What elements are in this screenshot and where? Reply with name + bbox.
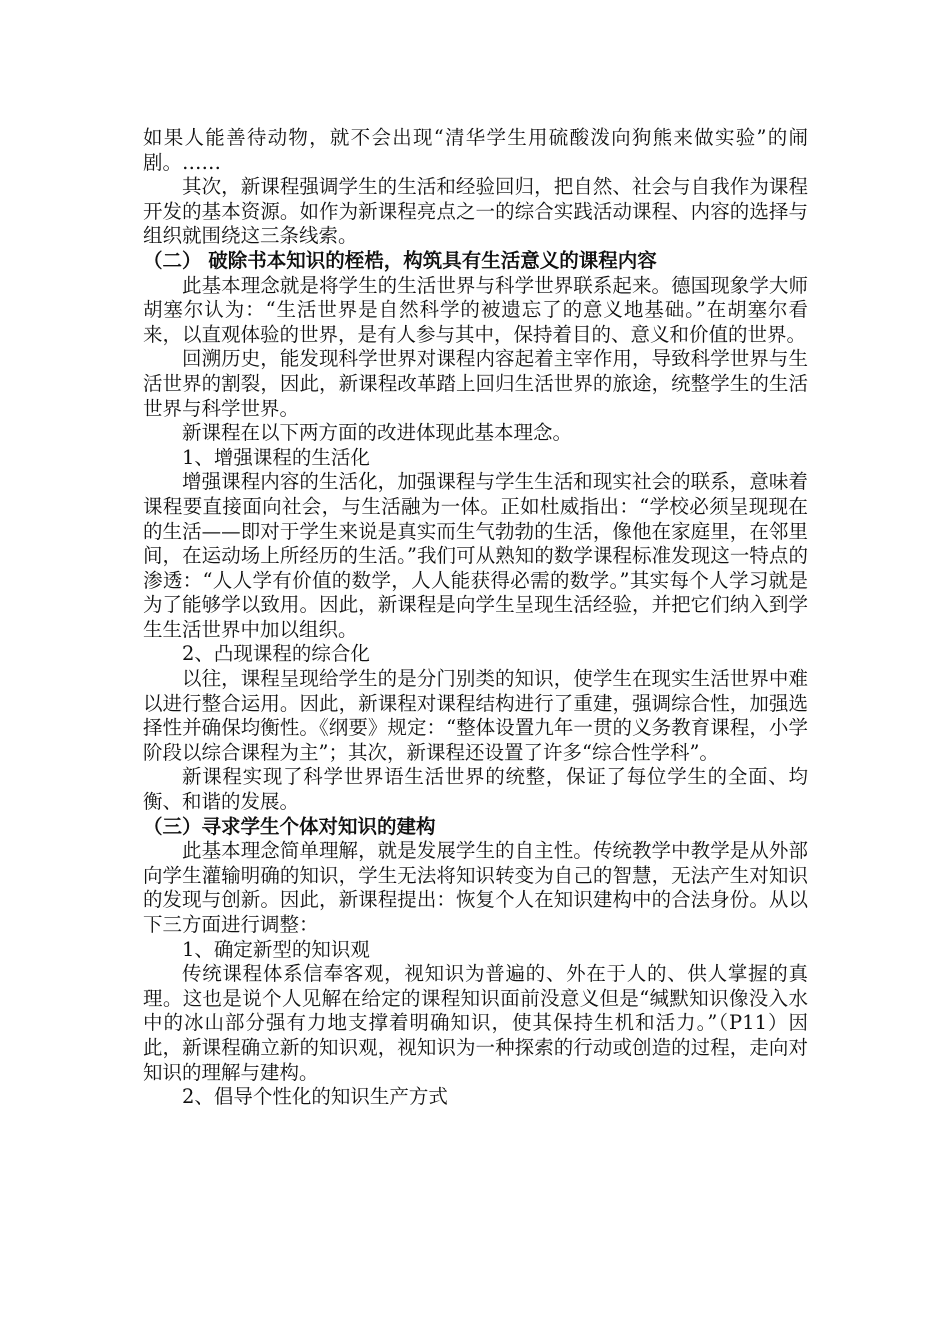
- paragraph-curriculum-structure: 以往，课程呈现给学生的是分门别类的知识，使学生在现实生活世界中难以进行整合运用。因此，新课程对课程结构进行了重建，强调综合性，加强选择性并确保均衡性。《纲要》规定：“整体设置九年一贯的义务教育课程，小学阶段以综合课程为主”；其次，新课程还设置了许多“综合性学科”。: [143, 667, 808, 764]
- paragraph-two-aspects: 新课程在以下两方面的改进体现此基本理念。: [182, 421, 573, 445]
- paragraph-balanced-development: 新课程实现了科学世界语生活世界的统整，保证了每位学生的全面、均衡、和谐的发展。: [143, 765, 808, 814]
- subheading-personalized-production: 2、倡导个性化的知识生产方式: [182, 1085, 448, 1109]
- section-heading-2: （二） 破除书本知识的桎梏，构筑具有生活意义的课程内容: [143, 248, 657, 272]
- paragraph-history: 回溯历史，能发现科学世界对课程内容起着主宰作用，导致科学世界与生活世界的割裂，因此，新课程改革踏上回归生活世界的旅途，统整学生的生活世界与科学世界。: [143, 347, 808, 420]
- paragraph-husserl: 此基本理念就是将学生的生活世界与科学世界联系起来。德国现象学大师胡塞尔认为：“生活世界是自然科学的被遗忘了的意义地基础。”在胡塞尔看来，以直观体验的世界，是有人参与其中，保持着目的、意义和价值的世界。: [143, 273, 808, 346]
- subheading-knowledge-view: 1、确定新型的知识观: [182, 937, 370, 961]
- paragraph-autonomy: 此基本理念简单理解，就是发展学生的自主性。传统教学中教学是从外部向学生灌输明确的知识，学生无法将知识转变为自己的智慧，无法产生对知识的发现与创新。因此，新课程提出：恢复个人在知识建构中的合法身份。从以下三方面进行调整：: [143, 839, 808, 936]
- document-page: [143, 126, 808, 1110]
- subheading-integration: 2、凸现课程的综合化: [182, 642, 370, 666]
- paragraph-tacit-knowledge: 传统课程体系信奉客观，视知识为普遍的、外在于人的、供人掌握的真理。这也是说个人见解在给定的课程知识面前没意义但是“缄默知识像没入水中的冰山部分强有力地支撑着明确知识，使其保持生机和活力。”（P11）因此，新课程确立新的知识观，视知识为一种探索的行动或创造的过程，走向对知识的理解与建构。: [143, 962, 808, 1084]
- paragraph-life-experience: 其次，新课程强调学生的生活和经验回归，把自然、社会与自我作为课程开发的基本资源。如作为新课程亮点之一的综合实践活动课程、内容的选择与组织就围绕这三条线索。: [143, 175, 808, 248]
- paragraph-dewey: 增强课程内容的生活化，加强课程与学生生活和现实社会的联系，意味着课程要直接面向社会，与生活融为一体。正如杜威指出：“学校必须呈现现在的生活——即对于学生来说是真实而生气勃勃的生活，像他在家庭里，在邻里间，在运动场上所经历的生活。”我们可从熟知的数学课程标准发现这一特点的渗透：“人人学有价值的数学，人人能获得必需的数学。”其实每个人学习就是为了能够学以致用。因此，新课程是向学生呈现生活经验，并把它们纳入到学生生活世界中加以组织。: [143, 470, 808, 641]
- subheading-life-oriented: 1、增强课程的生活化: [182, 445, 370, 469]
- paragraph-intro-continuation: 如果人能善待动物，就不会出现“清华学生用硫酸泼向狗熊来做实验”的闹剧。……: [143, 126, 808, 174]
- section-heading-3: （三）寻求学生个体对知识的建构: [143, 814, 436, 838]
